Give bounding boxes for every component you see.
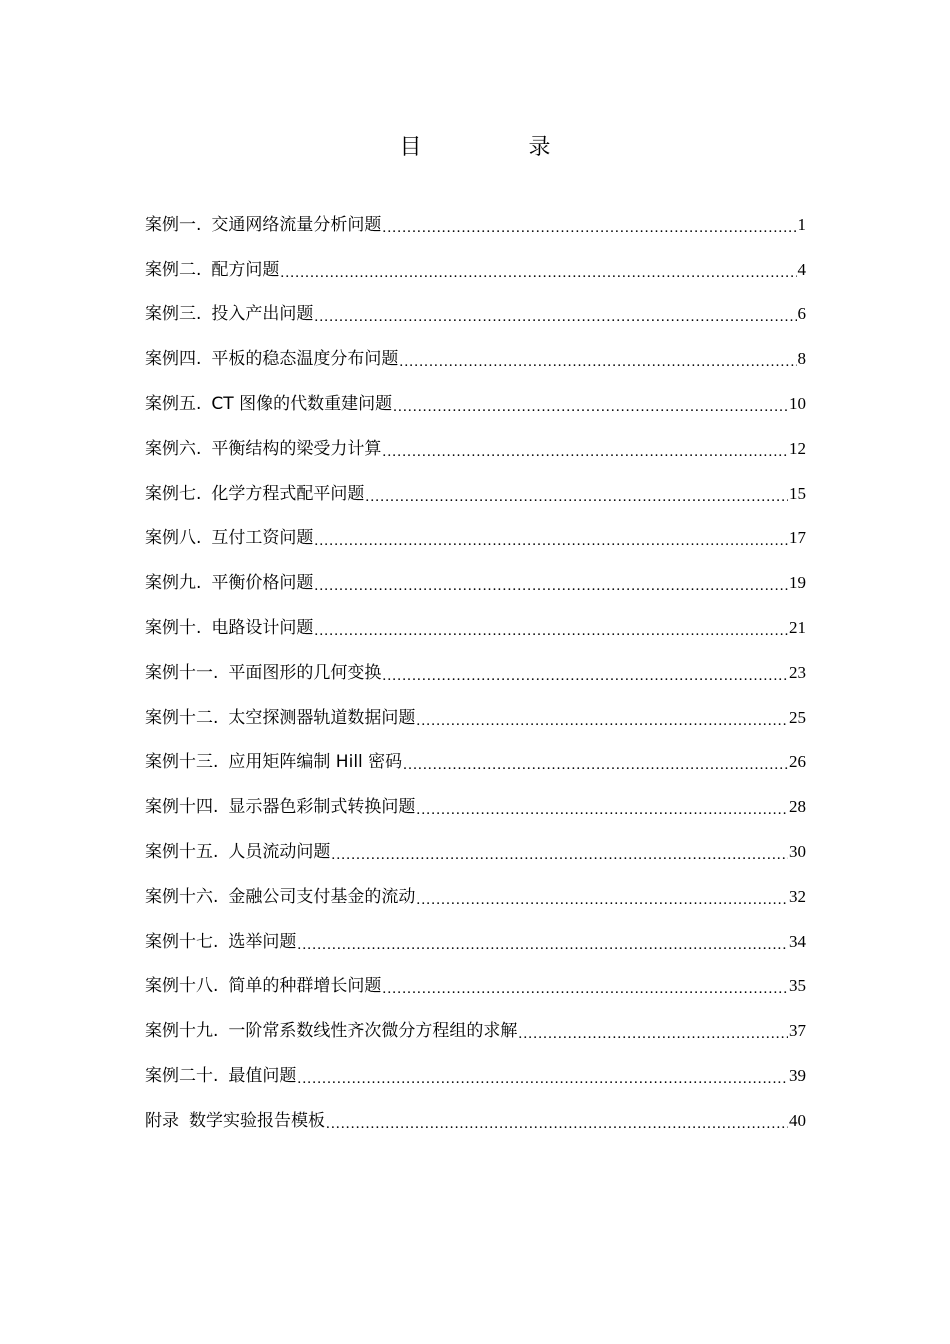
toc-entry-label [145, 524, 313, 552]
toc-entry[interactable] [145, 732, 806, 777]
page-title-text: 目 录 [399, 135, 551, 160]
toc-entry-number: 案例十三. [145, 752, 219, 773]
toc-entry-number: 案例六. [145, 438, 202, 459]
toc-entry-title: 投入产出问题 [211, 304, 314, 325]
toc-entry[interactable] [145, 956, 806, 1001]
toc-dot-leader [382, 665, 788, 687]
toc-entry-title: 化学方程式配平问题 [211, 483, 365, 504]
toc-entry-label [145, 883, 415, 911]
toc-dot-leader [393, 396, 788, 418]
toc-entry-page-number: 34 [789, 931, 806, 951]
toc-entry-title: 显示器色彩制式转换问题 [228, 797, 416, 818]
toc-dot-leader [416, 710, 788, 732]
toc-entry[interactable] [145, 328, 806, 373]
toc-entry-number: 案例十五. [145, 841, 219, 862]
toc-entry-number: 案例五. [145, 393, 202, 414]
toc-entry[interactable] [145, 552, 806, 597]
toc-entry-number: 案例十二. [145, 707, 219, 728]
toc-dot-leader [382, 217, 796, 239]
toc-entry-number: 案例二十. [145, 1065, 219, 1086]
toc-entry-label [145, 793, 415, 821]
toc-entry-page-number: 35 [789, 976, 806, 996]
toc-entry[interactable] [145, 776, 806, 821]
toc-entry-label [145, 211, 381, 239]
toc-dot-leader [331, 844, 788, 866]
toc-entry-label [145, 390, 392, 418]
toc-entry-page-number: 10 [789, 393, 806, 413]
toc-entry-title: 数学实验报告模板 [189, 1110, 325, 1131]
toc-dot-leader [403, 754, 788, 776]
toc-entry-page-number: 32 [789, 886, 806, 906]
toc-dot-leader [382, 978, 788, 1000]
toc-entry-page-number: 23 [789, 662, 806, 682]
toc-entry-label [145, 1107, 325, 1135]
toc-entry-number: 案例十一. [145, 662, 219, 683]
toc-entry-number: 案例十七. [145, 931, 219, 952]
toc-entry-title: 配方问题 [211, 259, 280, 280]
toc-dot-leader [297, 1068, 788, 1090]
toc-entry-number: 案例十八. [145, 976, 219, 997]
toc-entry[interactable] [145, 1000, 806, 1045]
toc-entry-title: 太空探测器轨道数据问题 [228, 707, 416, 728]
toc-dot-leader [314, 575, 788, 597]
toc-entry-label [145, 614, 313, 642]
toc-entry-number: 案例九. [145, 573, 202, 594]
toc-entry[interactable] [145, 687, 806, 732]
toc-entry[interactable] [145, 597, 806, 642]
toc-entry-label [145, 435, 381, 463]
page-title [0, 133, 950, 163]
toc-entry-label [145, 748, 402, 776]
toc-entry-label [145, 659, 381, 687]
toc-entry-page-number: 39 [789, 1065, 806, 1085]
toc-entry[interactable] [145, 418, 806, 463]
toc-entry-number: 案例四. [145, 349, 202, 370]
toc-entry-label [145, 256, 279, 284]
toc-entry-number: 案例十. [145, 617, 202, 638]
toc-entry-label [145, 972, 381, 1000]
toc-entry[interactable] [145, 1090, 806, 1135]
toc-entry-number: 案例一. [145, 214, 202, 235]
toc-entry-page-number: 26 [789, 752, 806, 772]
toc-entry-page-number: 21 [789, 617, 806, 637]
toc-entry[interactable] [145, 194, 806, 239]
toc-entry-page-number: 25 [789, 707, 806, 727]
toc-entry-number: 案例二. [145, 259, 202, 280]
toc-entry-label [145, 1017, 517, 1045]
toc-entry-number: 案例十四. [145, 797, 219, 818]
toc-entry-title: 最值问题 [228, 1065, 297, 1086]
toc-entry[interactable] [145, 463, 806, 508]
toc-entry-title: 简单的种群增长问题 [228, 976, 382, 997]
toc-entry-number: 案例三. [145, 304, 202, 325]
toc-entry-title: 金融公司支付基金的流动 [228, 886, 416, 907]
toc-dot-leader [314, 306, 796, 328]
toc-entry-title: 互付工资问题 [211, 528, 314, 549]
toc-entry-title: 人员流动问题 [228, 841, 331, 862]
toc-entry-page-number: 28 [789, 797, 806, 817]
toc-entry-title: 平衡结构的梁受力计算 [211, 438, 382, 459]
toc-entry-number: 案例七. [145, 483, 202, 504]
toc-entry-number: 案例八. [145, 528, 202, 549]
toc-entry-label [145, 1062, 296, 1090]
toc-dot-leader [365, 486, 788, 508]
toc-dot-leader [314, 620, 788, 642]
toc-entry-title: 平面图形的几何变换 [228, 662, 382, 683]
toc-dot-leader [416, 799, 788, 821]
toc-entry-label [145, 928, 296, 956]
toc-entry-title: 一阶常系数线性齐次微分方程组的求解 [228, 1021, 518, 1042]
toc-entry-label [145, 704, 415, 732]
toc-entry-label [145, 838, 330, 866]
toc-dot-leader [518, 1023, 788, 1045]
toc-dot-leader [314, 530, 788, 552]
toc-entry-number: 附录 [145, 1110, 179, 1131]
toc-entry[interactable] [145, 911, 806, 956]
toc-entry[interactable] [145, 866, 806, 911]
toc-entry[interactable] [145, 821, 806, 866]
toc-entry[interactable] [145, 239, 806, 284]
toc-entry-title: 交通网络流量分析问题 [211, 214, 382, 235]
toc-entry[interactable] [145, 508, 806, 553]
toc-dot-leader [382, 441, 788, 463]
toc-entry-label [145, 569, 313, 597]
toc-entry[interactable] [145, 284, 806, 329]
toc-entry[interactable] [145, 373, 806, 418]
toc-entry-title: 平板的稳态温度分布问题 [211, 349, 399, 370]
toc-dot-leader [297, 934, 788, 956]
toc-entry-title: 选举问题 [228, 931, 297, 952]
toc-dot-leader [280, 262, 796, 284]
toc-entry-page-number: 17 [789, 528, 806, 548]
toc-entry-number: 案例十九. [145, 1021, 219, 1042]
toc-dot-leader [416, 889, 788, 911]
toc-dot-leader [326, 1113, 788, 1135]
toc-entry[interactable] [145, 642, 806, 687]
toc-entry-page-number: 19 [789, 573, 806, 593]
toc-entry[interactable] [145, 1045, 806, 1090]
toc-entry-title: 电路设计问题 [211, 617, 314, 638]
toc-entry-label [145, 345, 398, 373]
table-of-contents [145, 194, 806, 1135]
toc-entry-label [145, 480, 364, 508]
toc-entry-page-number: 4 [797, 259, 806, 279]
toc-entry-page-number: 37 [789, 1021, 806, 1041]
toc-dot-leader [399, 351, 796, 373]
toc-entry-label [145, 300, 313, 328]
toc-entry-page-number: 30 [789, 841, 806, 861]
toc-entry-title: 应用矩阵编制 Hill 密码 [228, 752, 403, 773]
toc-entry-page-number: 6 [797, 304, 806, 324]
toc-entry-title: 平衡价格问题 [211, 573, 314, 594]
toc-entry-page-number: 15 [789, 483, 806, 503]
toc-entry-title: CT 图像的代数重建问题 [211, 393, 393, 414]
toc-entry-number: 案例十六. [145, 886, 219, 907]
toc-entry-page-number: 40 [789, 1110, 806, 1130]
toc-entry-page-number: 12 [789, 438, 806, 458]
toc-entry-page-number: 1 [797, 214, 806, 234]
toc-entry-page-number: 8 [797, 349, 806, 369]
